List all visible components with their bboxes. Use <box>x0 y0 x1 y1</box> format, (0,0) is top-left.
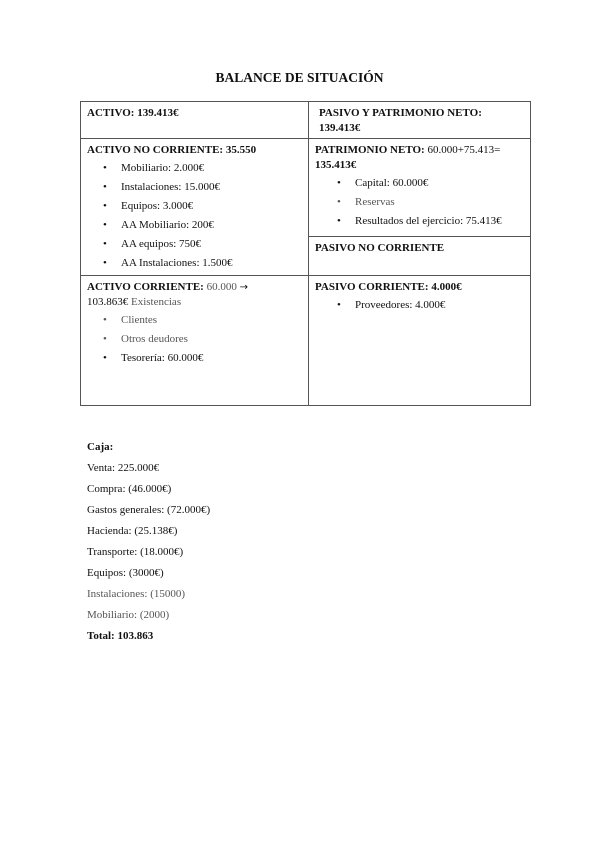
patrimonio-neto-cell <box>309 139 531 237</box>
pasivo-no-corriente-heading: PASIVO NO CORRIENTE <box>315 241 445 254</box>
activo-no-corriente-list <box>87 159 302 273</box>
caja-section <box>87 437 210 647</box>
pasivo-corriente-cell <box>309 276 531 406</box>
caja-line: Gastos generales: (72.000€) <box>87 504 211 516</box>
pasivo-value: 139.413€ <box>319 122 361 134</box>
activo-no-corriente-heading: ACTIVO NO CORRIENTE: 35.550 <box>87 144 257 156</box>
list-item: • Tesorería: 60.000€ <box>121 349 302 368</box>
caja-title: Caja: <box>87 441 114 453</box>
page-title: BALANCE DE SITUACIÓN <box>215 70 384 85</box>
patrimonio-neto-label: PATRIMONIO NETO: <box>315 144 425 156</box>
pasivo-no-corriente-cell <box>309 236 531 275</box>
list-item: • Otros deudores <box>121 330 302 349</box>
list-item: • AA equipos: 750€ <box>121 235 302 254</box>
list-item: • Clientes <box>121 311 302 330</box>
balance-row-4 <box>81 276 531 406</box>
caja-total: Total: 103.863 <box>87 630 154 642</box>
caja-line: Transporte: (18.000€) <box>87 546 184 558</box>
patrimonio-neto-total: 135.413€ <box>315 159 357 171</box>
caja-line: Mobiliario: (2000) <box>87 609 170 621</box>
patrimonio-neto-formula: 60.000+75.413= <box>427 144 501 156</box>
activo-no-corriente-cell <box>81 139 309 276</box>
arrow-right-icon: → <box>239 282 248 293</box>
balance-table <box>80 101 531 406</box>
caja-line: Venta: 225.000€ <box>87 462 160 474</box>
list-item: • Instalaciones: 15.000€ <box>121 178 302 197</box>
caja-line: Compra: (46.000€) <box>87 483 172 495</box>
list-item: • Resultados del ejercicio: 75.413€ <box>355 212 524 231</box>
caja-line: Hacienda: (25.138€) <box>87 525 178 537</box>
activo-value: 139.413€ <box>137 107 179 119</box>
activo-label: ACTIVO: <box>87 107 135 119</box>
activo-corriente-label: ACTIVO CORRIENTE: <box>87 281 204 293</box>
activo-corriente-cell <box>81 276 309 406</box>
pasivo-corriente-value: 4.000€ <box>431 281 462 293</box>
pasivo-corriente-label: PASIVO CORRIENTE: <box>315 281 429 293</box>
balance-header-row <box>81 102 531 139</box>
list-item: • Capital: 60.000€ <box>355 174 524 193</box>
activo-corriente-old-value: 60.000 <box>206 281 237 293</box>
caja-line: Equipos: (3000€) <box>87 567 164 579</box>
list-item: • AA Mobiliario: 200€ <box>121 216 302 235</box>
pasivo-header-cell <box>309 102 531 139</box>
pasivo-label: PASIVO Y PATRIMONIO NETO: <box>319 107 482 119</box>
list-item: • Equipos: 3.000€ <box>121 197 302 216</box>
list-item: • Reservas <box>355 193 524 212</box>
activo-corriente-new-value: 103.863€ <box>87 296 129 308</box>
caja-line: Instalaciones: (15000) <box>87 588 186 600</box>
pasivo-corriente-list <box>315 296 524 315</box>
list-item: • Proveedores: 4.000€ <box>355 296 524 315</box>
activo-header-cell <box>81 102 309 139</box>
activo-corriente-list <box>87 311 302 368</box>
activo-corriente-existencias: Existencias <box>131 296 182 308</box>
patrimonio-neto-list <box>315 174 524 231</box>
balance-row-2 <box>81 139 531 237</box>
list-item: • Mobiliario: 2.000€ <box>121 159 302 178</box>
list-item: • AA Instalaciones: 1.500€ <box>121 254 302 273</box>
